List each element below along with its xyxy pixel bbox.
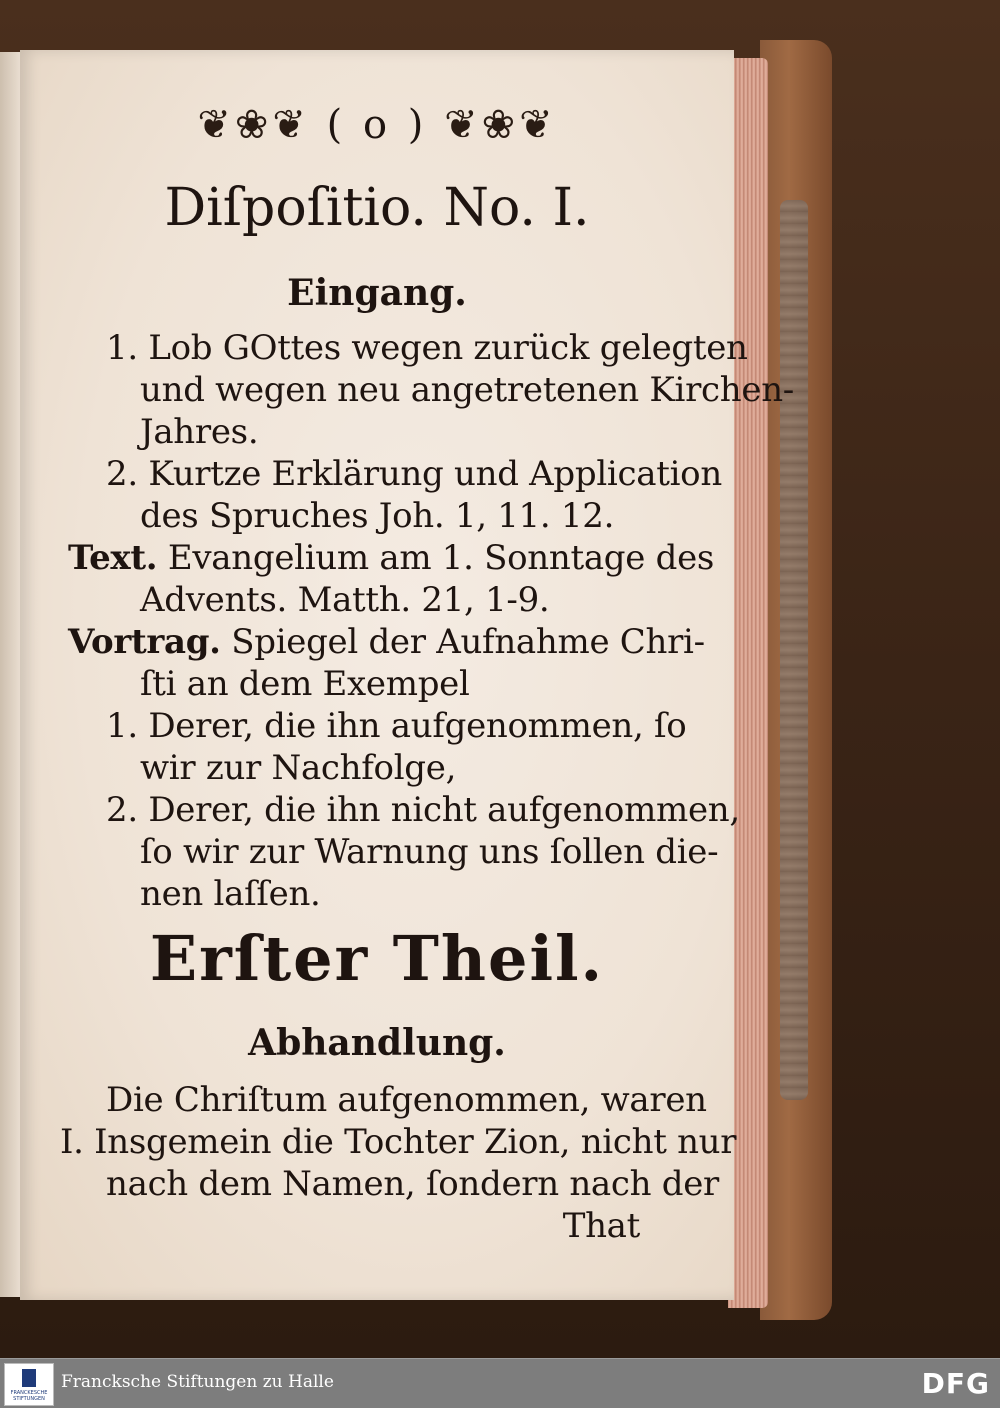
catchword: That: [562, 1206, 640, 1246]
vortrag-line-6: ſo wir zur Warnung uns ſollen die-: [140, 832, 719, 872]
vortrag-line-5: 2. Derer, die ihn nicht aufgenommen,: [106, 790, 740, 830]
vortrag-line-1-content: Spiegel der Aufnahme Chri-: [231, 622, 705, 662]
theil-line-1: Die Chriſtum aufgenommen, waren: [106, 1080, 707, 1120]
dfg-logo[interactable]: DFG: [921, 1367, 990, 1400]
institution-name[interactable]: Francksche Stiftungen zu Halle: [61, 1372, 334, 1392]
vortrag-line-2: ſti an dem Exempel: [140, 664, 470, 704]
eingang-heading: Eingang.: [287, 272, 467, 314]
vortrag-line-4: wir zur Nachfolge,: [140, 748, 457, 788]
institution-logo[interactable]: [4, 1363, 54, 1406]
eingang-line-5: des Spruches Joh. 1, 11. 12.: [140, 496, 615, 536]
theil-line-2: I. Insgemein die Tochter Zion, nicht nur: [60, 1122, 737, 1162]
text-line-1: [68, 538, 714, 578]
page-header: [20, 102, 734, 148]
eingang-line-3: Jahres.: [140, 412, 259, 452]
page-title: Diſpoſitio. No. I.: [164, 178, 590, 238]
logo-text: FRANCKESCHE STIFTUNGEN: [10, 1390, 48, 1402]
text-line-1-content: Evangelium am 1. Sonntage des: [167, 538, 715, 578]
page-number: ( o ): [326, 102, 428, 148]
vortrag-line-3: 1. Derer, die ihn aufgenommen, ſo: [106, 706, 687, 746]
eingang-line-2: und wegen neu angetretenen Kirchen-: [140, 370, 794, 410]
ornament-right-icon: ❦❀❦: [444, 102, 557, 148]
text-label: Text.: [68, 538, 158, 578]
facing-page-edge: [0, 52, 20, 1297]
erster-theil-heading: Erſter Theil.: [149, 922, 605, 995]
vortrag-label: Vortrag.: [68, 622, 221, 662]
book-page: [20, 50, 794, 1300]
abhandlung-heading: Abhandlung.: [248, 1022, 506, 1064]
cover-texture: [780, 200, 808, 1100]
vortrag-line-1: [68, 622, 705, 662]
viewer-footer: [0, 1358, 1000, 1408]
text-line-2: Advents. Matth. 21, 1-9.: [140, 580, 550, 620]
building-icon: [22, 1369, 36, 1387]
page-edges: [728, 58, 768, 1308]
ornament-left-icon: ❦❀❦: [197, 102, 310, 148]
eingang-line-4: 2. Kurtze Erklärung und Application: [106, 454, 722, 494]
eingang-line-1: 1. Lob GOttes wegen zurück gelegten: [106, 328, 748, 368]
theil-line-3: nach dem Namen, ſondern nach der: [106, 1164, 719, 1204]
vortrag-line-7: nen laſſen.: [140, 874, 321, 914]
